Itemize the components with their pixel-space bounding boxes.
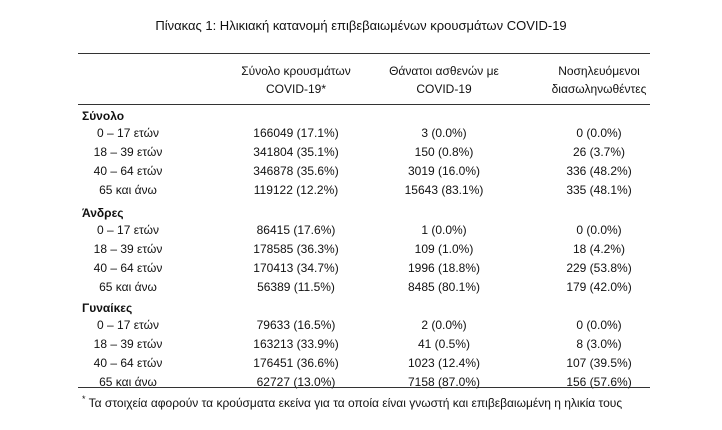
header-total-cases-line-2: COVID-19* (265, 82, 327, 96)
cases-cell: 86415 (17.6%) (256, 223, 336, 237)
deaths-cell: 15643 (83.1%) (404, 183, 484, 197)
age-cell: 0 – 17 ετών (97, 126, 159, 140)
cases-cell: 119122 (12.2%) (253, 183, 339, 197)
intubated-cell: 156 (57.6%) (566, 375, 632, 389)
table-row (0, 261, 722, 279)
footnote-text: Τα στοιχεία αφορούν τα κρούσματα εκείνα για τα οποία είναι γνωστή και επιβεβαιωμένη η ηλικία τους (88, 396, 623, 410)
intubated-cell: 335 (48.1%) (566, 183, 632, 197)
age-cell: 18 – 39 ετών (93, 337, 163, 351)
cases-cell: 163213 (33.9%) (253, 337, 339, 351)
footnote-mark: * (82, 394, 86, 404)
intubated-cell: 26 (3.7%) (572, 145, 626, 159)
table-top-rule (78, 53, 650, 54)
cases-cell: 341804 (35.1%) (253, 145, 339, 159)
table-row (0, 242, 722, 260)
cases-cell: 346878 (35.6%) (253, 164, 339, 178)
group-label: Γυναίκες (82, 301, 133, 315)
intubated-cell: 8 (3.0%) (576, 337, 622, 351)
table-row (0, 375, 722, 393)
header-intubated-line-2: διασωληνωθέντες (551, 82, 647, 96)
table-row (0, 126, 722, 144)
cases-cell: 166049 (17.1%) (253, 126, 339, 140)
intubated-cell: 18 (4.2%) (572, 242, 626, 256)
age-cell: 18 – 39 ετών (93, 145, 163, 159)
age-cell: 18 – 39 ετών (93, 242, 163, 256)
intubated-cell: 336 (48.2%) (566, 164, 632, 178)
table-header-rule (78, 104, 650, 105)
intubated-cell: 107 (39.5%) (566, 356, 632, 370)
intubated-cell: 0 (0.0%) (576, 223, 622, 237)
age-cell: 40 – 64 ετών (93, 164, 163, 178)
deaths-cell: 109 (1.0%) (414, 242, 474, 256)
table-row (0, 164, 722, 182)
cases-cell: 62727 (13.0%) (256, 375, 336, 389)
deaths-cell: 41 (0.5%) (417, 337, 471, 351)
deaths-cell: 1996 (18.8%) (407, 261, 481, 275)
cases-cell: 170413 (34.7%) (253, 261, 339, 275)
age-cell: 65 και άνω (99, 280, 157, 294)
age-cell: 40 – 64 ετών (93, 261, 163, 275)
age-cell: 40 – 64 ετών (93, 356, 163, 370)
deaths-cell: 2 (0.0%) (421, 318, 467, 332)
cases-cell: 178585 (36.3%) (253, 242, 339, 256)
group-label: Άνδρες (82, 206, 124, 220)
deaths-cell: 8485 (80.1%) (407, 280, 481, 294)
table-row (0, 280, 722, 298)
intubated-cell: 0 (0.0%) (576, 318, 622, 332)
header-total-cases (236, 62, 356, 98)
cases-cell: 176451 (36.6%) (253, 356, 339, 370)
cases-cell: 56389 (11.5%) (257, 280, 335, 294)
table-row (0, 337, 722, 355)
age-cell: 65 και άνω (99, 375, 157, 389)
header-deaths-line-2: COVID-19 (416, 82, 472, 96)
deaths-cell: 1 (0.0%) (421, 223, 467, 237)
table-row (0, 145, 722, 163)
header-deaths-line-1: Θάνατοι ασθενών με (389, 64, 499, 78)
intubated-cell: 229 (53.8%) (566, 261, 632, 275)
table-row (0, 183, 722, 201)
deaths-cell: 1023 (12.4%) (407, 356, 481, 370)
deaths-cell: 3 (0.0%) (421, 126, 467, 140)
table-bottom-rule (78, 387, 650, 388)
intubated-cell: 0 (0.0%) (576, 126, 622, 140)
table-row (0, 223, 722, 241)
header-intubated-line-1: Νοσηλευόμενοι (558, 64, 640, 78)
table-row (0, 318, 722, 336)
cases-cell: 79633 (16.5%) (256, 318, 336, 332)
deaths-cell: 150 (0.8%) (414, 145, 474, 159)
deaths-cell: 3019 (16.0%) (407, 164, 481, 178)
header-intubated (539, 62, 659, 98)
intubated-cell: 179 (42.0%) (566, 280, 632, 294)
age-cell: 0 – 17 ετών (97, 318, 159, 332)
group-label: Σύνολο (82, 109, 125, 123)
age-cell: 0 – 17 ετών (97, 223, 159, 237)
header-deaths (379, 62, 509, 98)
table-title: Πίνακας 1: Ηλικιακή κατανομή επιβεβαιωμένων κρουσμάτων COVID-19 (155, 18, 567, 33)
age-cell: 65 και άνω (99, 183, 157, 197)
footnote (82, 394, 622, 410)
table-row (0, 356, 722, 374)
deaths-cell: 7158 (87.0%) (407, 375, 481, 389)
header-total-cases-line-1: Σύνολο κρουσμάτων (241, 64, 351, 78)
